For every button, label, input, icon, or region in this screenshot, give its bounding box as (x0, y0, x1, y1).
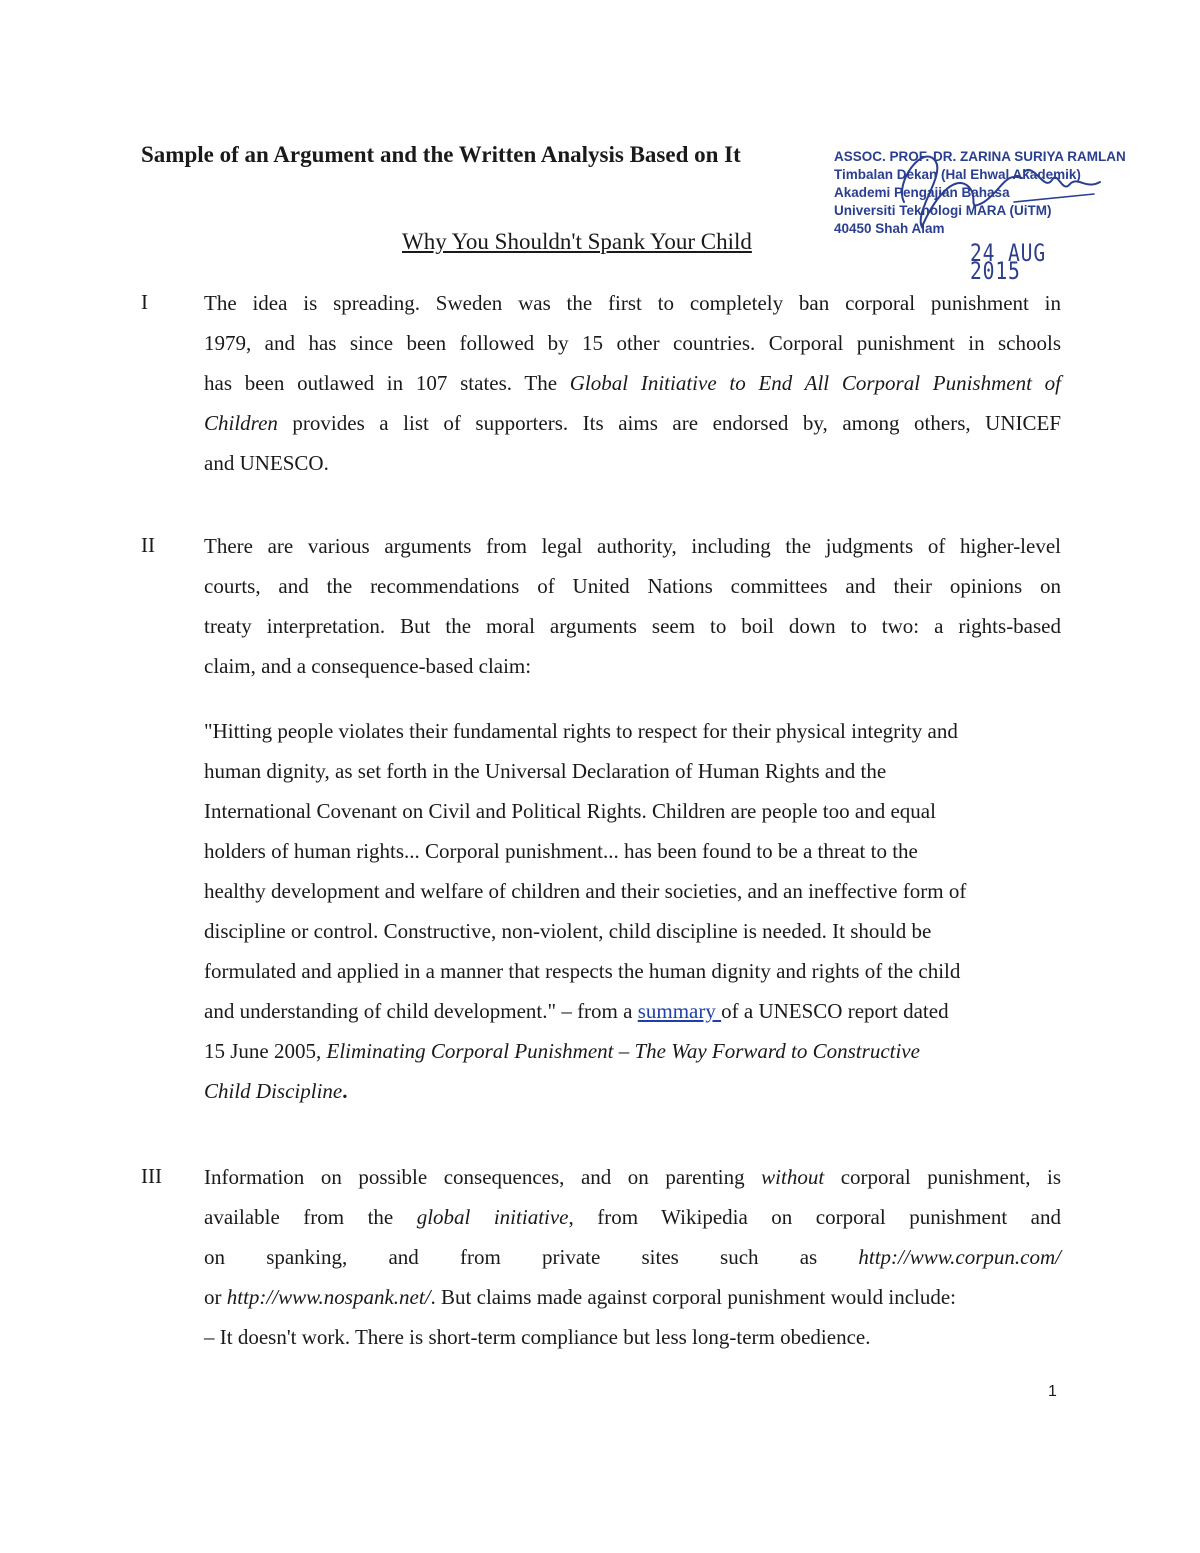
section-3-line (204, 1157, 1061, 1197)
nospank-url: http://www.nospank.net/ (226, 1285, 431, 1309)
stamp-name: ASSOC. PROF. DR. ZARINA SURIYA RAMLAN (834, 149, 1126, 164)
section-3-line (204, 1277, 1061, 1317)
quote-line: human dignity, as set forth in the Universal Declaration of Human Rights and the (204, 759, 887, 783)
section-2-line: claim, and a consequence-based claim: (204, 654, 532, 678)
text-run: corporal punishment, is (824, 1165, 1061, 1189)
section-1-line (204, 363, 1061, 403)
signature-image (874, 132, 1114, 242)
quote-line: formulated and applied in a manner that respects the human dignity and rights of the child (204, 959, 961, 983)
text-run: on spanking, and from private sites such as (204, 1245, 859, 1269)
quote-block (204, 711, 1061, 1111)
section-3-line (204, 1237, 1061, 1277)
document-title: Sample of an Argument and the Written Analysis Based on It (141, 142, 741, 167)
text-run: , from Wikipedia on corporal punishment and (568, 1205, 1061, 1229)
article-title: Why You Shouldn't Spank Your Child (402, 229, 752, 254)
stamp-date: 24 AUG 2015 (970, 239, 1047, 285)
quote-line (204, 1031, 1061, 1071)
corpun-url: http://www.corpun.com/ (858, 1245, 1061, 1269)
section-3-line: – It doesn't work. There is short-term compliance but less long-term obedience. (204, 1325, 871, 1349)
quote-line: International Covenant on Civil and Political Rights. Children are people too and equal (204, 799, 936, 823)
stamp-department: Akademi Pengajian Bahasa (834, 185, 1010, 200)
section-1-line: 1979, and has since been followed by 15 other countries. Corporal punishment in schools (204, 331, 1061, 355)
text-run: has been outlawed in 107 states. The (204, 371, 570, 395)
text-run: Information on possible consequences, and on parenting (204, 1165, 762, 1189)
text-run: of a UNESCO report dated (721, 999, 949, 1023)
page-number: 1 (1048, 1383, 1057, 1400)
section-number-3: III (141, 1164, 162, 1188)
section-number-2: II (141, 533, 155, 557)
stamp-address: 40450 Shah Alam (834, 221, 945, 236)
quote-line (204, 991, 1061, 1031)
section-2-line: There are various arguments from legal authority, including the judgments of higher-level (204, 534, 1061, 558)
section-number-1: I (141, 290, 148, 314)
italic-reference: Eliminating Corporal Punishment – The Way Forward to Constructive (326, 1039, 920, 1063)
section-3-text (204, 1157, 1061, 1357)
italic-reference: Children (204, 411, 278, 435)
quote-line: holders of human rights... Corporal punishment... has been found to be a threat to the (204, 839, 918, 863)
text-run: provides a list of supporters. Its aims are endorsed by, among others, UNICEF (277, 411, 1061, 435)
italic-reference: Global Initiative to End All Corporal Punishment of (569, 371, 1061, 395)
official-stamp (834, 148, 1134, 285)
summary-link[interactable]: summary (637, 999, 722, 1023)
section-2-line: courts, and the recommendations of United Nations committees and their opinions on (204, 574, 1061, 598)
quote-line (204, 1071, 1061, 1111)
section-3-line (204, 1197, 1061, 1237)
section-1-line (204, 403, 1061, 443)
section-2-line: treaty interpretation. But the moral arguments seem to boil down to two: a rights-based (204, 614, 1061, 638)
text-run: and understanding of child development." – from a (204, 999, 638, 1023)
section-2-text (204, 526, 1061, 686)
text-run: . But claims made against corporal punishment would include: (430, 1285, 957, 1309)
text-run: available from the (204, 1205, 417, 1229)
text-run: 15 June 2005, (204, 1039, 327, 1063)
text-run: or (204, 1285, 227, 1309)
stamp-position: Timbalan Dekan (Hal Ehwal Akademik) (834, 167, 1081, 182)
quote-line: "Hitting people violates their fundamental rights to respect for their physical integrity and (204, 719, 958, 743)
quote-line: healthy development and welfare of children and their societies, and an ineffective form of (204, 879, 967, 903)
italic-reference: Child Discipline (204, 1079, 343, 1103)
stamp-university: Universiti Teknologi MARA (UiTM) (834, 203, 1052, 218)
section-1-line: The idea is spreading. Sweden was the first to completely ban corporal punishment in (204, 291, 1061, 315)
text-run: . (342, 1079, 348, 1103)
section-1-line: and UNESCO. (204, 451, 329, 475)
section-1-text (204, 283, 1061, 483)
quote-line: discipline or control. Constructive, non-violent, child discipline is needed. It should be (204, 919, 932, 943)
italic-word: without (761, 1165, 825, 1189)
italic-reference: global initiative (416, 1205, 569, 1229)
